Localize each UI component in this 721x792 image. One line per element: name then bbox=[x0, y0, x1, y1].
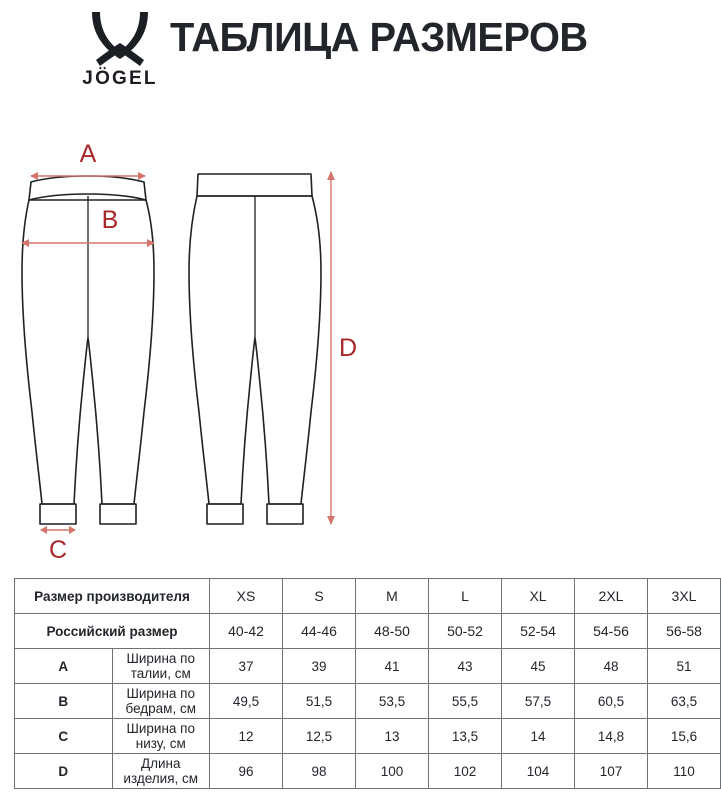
russian-size-cell: 52-54 bbox=[502, 614, 575, 649]
measure-letter-cell: B bbox=[15, 684, 113, 719]
measure-arrow-c bbox=[40, 526, 76, 534]
measure-value-cell: 110 bbox=[648, 754, 721, 789]
measure-value-cell: 39 bbox=[283, 649, 356, 684]
measure-value-cell: 55,5 bbox=[429, 684, 502, 719]
measure-value-cell: 14 bbox=[502, 719, 575, 754]
measure-label-b: B bbox=[101, 206, 119, 234]
measure-value-cell: 12,5 bbox=[283, 719, 356, 754]
measure-value-cell: 41 bbox=[356, 649, 429, 684]
measure-value-cell: 48 bbox=[575, 649, 648, 684]
table-row bbox=[15, 719, 721, 754]
measure-value-cell: 100 bbox=[356, 754, 429, 789]
measure-value-cell: 13,5 bbox=[429, 719, 502, 754]
measure-description-cell: Ширина по талии, см bbox=[112, 649, 210, 684]
measure-value-cell: 98 bbox=[283, 754, 356, 789]
russian-size-cell: 50-52 bbox=[429, 614, 502, 649]
measure-letter-cell: A bbox=[15, 649, 113, 684]
russian-size-cell: 56-58 bbox=[648, 614, 721, 649]
measure-letter-cell: D bbox=[15, 754, 113, 789]
measure-value-cell: 51 bbox=[648, 649, 721, 684]
measure-label-c: C bbox=[48, 536, 68, 564]
measure-letter-cell: C bbox=[15, 719, 113, 754]
brand-logo bbox=[72, 10, 168, 96]
measure-value-cell: 60,5 bbox=[575, 684, 648, 719]
size-header-cell: XL bbox=[502, 579, 575, 614]
measure-description-cell: Ширина по бедрам, см bbox=[112, 684, 210, 719]
russian-size-label: Российский размер bbox=[15, 614, 210, 649]
brand-wordmark: JÖGEL bbox=[82, 68, 158, 89]
size-header-cell: 2XL bbox=[575, 579, 648, 614]
russian-size-cell: 40-42 bbox=[210, 614, 283, 649]
measure-description-cell: Длина изделия, см bbox=[112, 754, 210, 789]
size-header-cell: XS bbox=[210, 579, 283, 614]
measure-value-cell: 43 bbox=[429, 649, 502, 684]
size-header-cell: L bbox=[429, 579, 502, 614]
measure-value-cell: 57,5 bbox=[502, 684, 575, 719]
front-pants-view bbox=[22, 176, 154, 524]
measure-value-cell: 63,5 bbox=[648, 684, 721, 719]
measure-label-a: A bbox=[79, 140, 97, 168]
measure-value-cell: 37 bbox=[210, 649, 283, 684]
page-header bbox=[0, 0, 656, 112]
size-table bbox=[14, 578, 721, 789]
table-row bbox=[15, 684, 721, 719]
table-row-russian-size bbox=[15, 614, 721, 649]
size-header-cell: S bbox=[283, 579, 356, 614]
page-title: ТАБЛИЦА РАЗМЕРОВ bbox=[170, 14, 588, 60]
size-header-cell: M bbox=[356, 579, 429, 614]
measure-value-cell: 107 bbox=[575, 754, 648, 789]
measure-arrow-d bbox=[327, 171, 335, 525]
table-row bbox=[15, 649, 721, 684]
size-header-cell: 3XL bbox=[648, 579, 721, 614]
measure-value-cell: 14,8 bbox=[575, 719, 648, 754]
measure-value-cell: 49,5 bbox=[210, 684, 283, 719]
table-row bbox=[15, 754, 721, 789]
measure-label-d: D bbox=[338, 334, 358, 362]
measurement-diagram bbox=[0, 112, 656, 564]
russian-size-cell: 48-50 bbox=[356, 614, 429, 649]
measure-value-cell: 12 bbox=[210, 719, 283, 754]
measure-value-cell: 15,6 bbox=[648, 719, 721, 754]
measure-value-cell: 104 bbox=[502, 754, 575, 789]
table-row-manufacturer bbox=[15, 579, 721, 614]
measure-description-cell: Ширина по низу, см bbox=[112, 719, 210, 754]
measure-value-cell: 96 bbox=[210, 754, 283, 789]
russian-size-cell: 54-56 bbox=[575, 614, 648, 649]
manufacturer-size-label: Размер производителя bbox=[15, 579, 210, 614]
russian-size-cell: 44-46 bbox=[283, 614, 356, 649]
back-pants-view bbox=[189, 174, 321, 524]
measure-value-cell: 51,5 bbox=[283, 684, 356, 719]
measure-value-cell: 53,5 bbox=[356, 684, 429, 719]
measure-value-cell: 13 bbox=[356, 719, 429, 754]
measure-value-cell: 102 bbox=[429, 754, 502, 789]
measure-value-cell: 45 bbox=[502, 649, 575, 684]
jogel-logo-icon bbox=[86, 10, 154, 68]
size-table-container bbox=[14, 578, 702, 789]
